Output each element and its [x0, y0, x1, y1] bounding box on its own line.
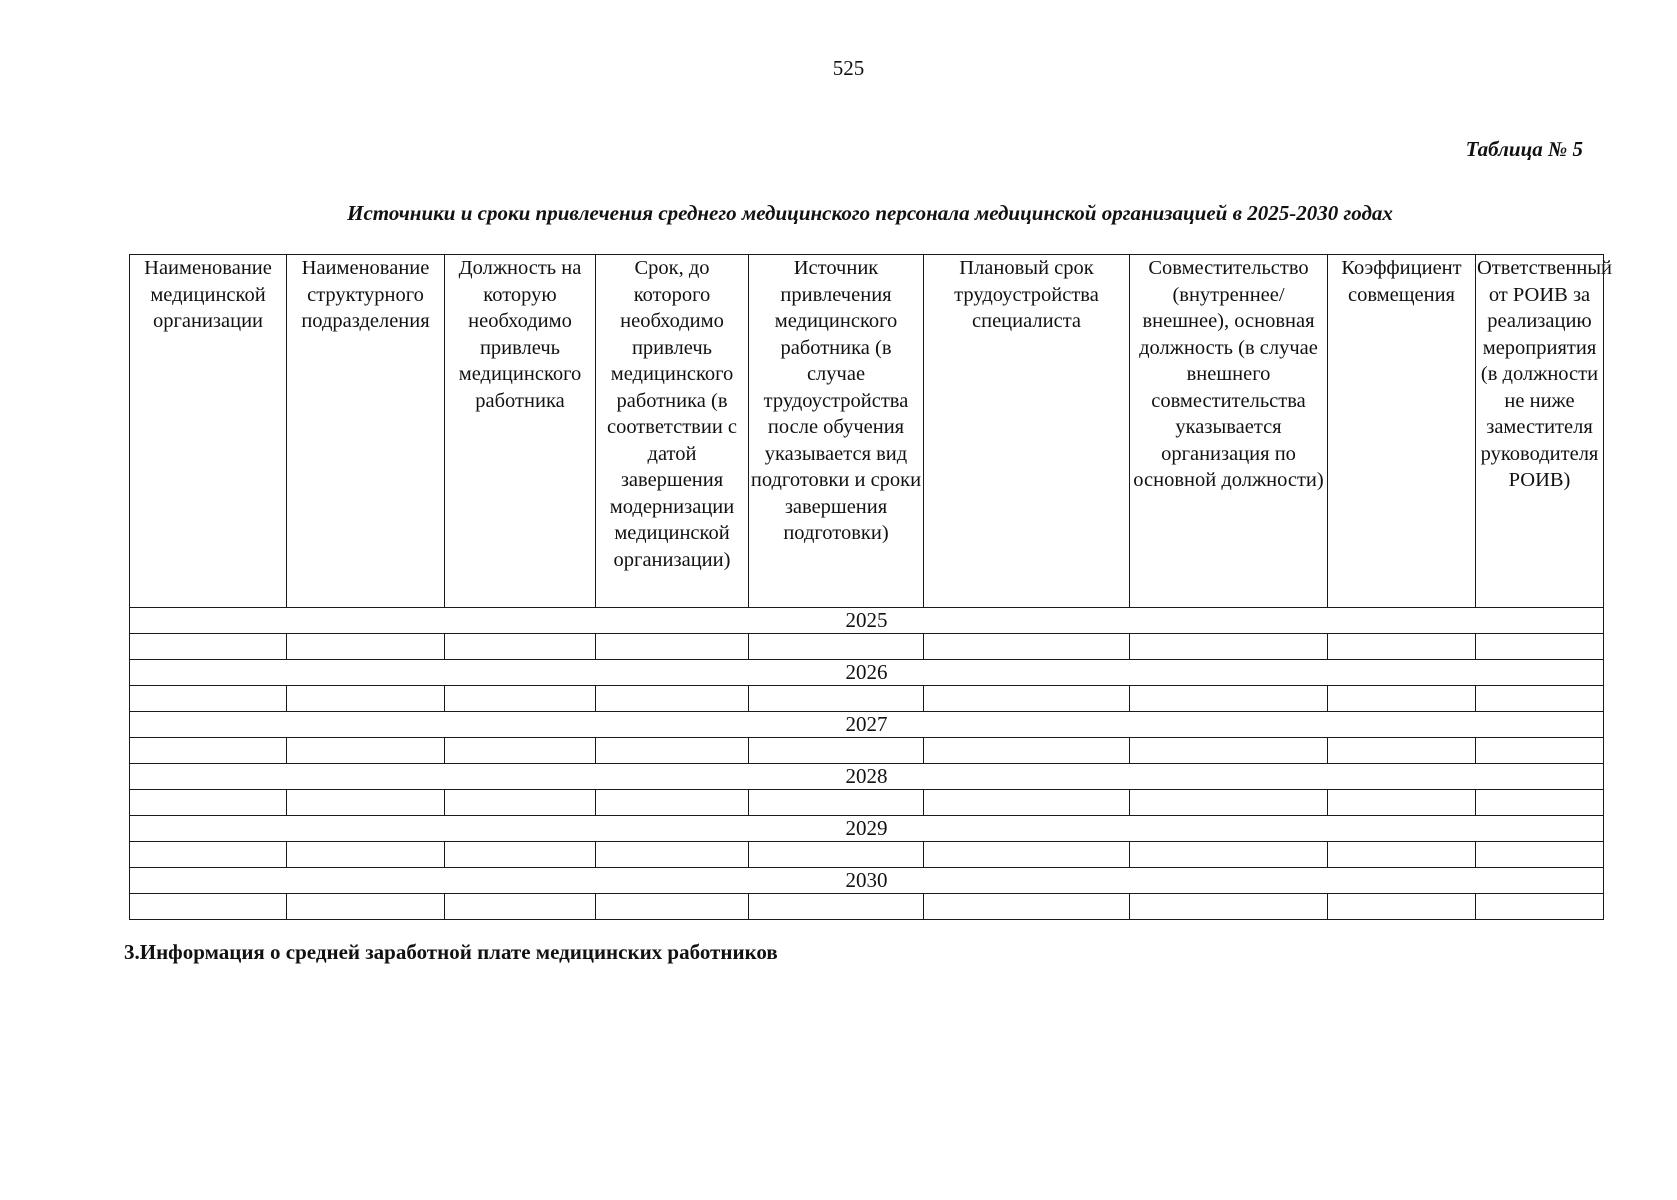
table-cell — [596, 894, 749, 920]
table-row — [130, 790, 1604, 816]
column-header: Наименование медицинской организации — [130, 255, 287, 608]
column-header: Источник привлечения медицинского работника (в случае трудоустройства после обучения указывается вид подготовки и сроки завершения подготовки) — [749, 255, 924, 608]
year-row — [130, 868, 1604, 894]
year-row — [130, 816, 1604, 842]
table-row — [130, 842, 1604, 868]
table-cell — [1328, 790, 1476, 816]
page-number: 525 — [832, 56, 865, 80]
table-cell — [445, 738, 596, 764]
year-label: 2027 — [130, 712, 1604, 738]
table-cell — [596, 842, 749, 868]
table-cell — [749, 894, 924, 920]
table-cell — [1328, 894, 1476, 920]
table-cell — [924, 894, 1130, 920]
column-header: Совместительство (внутреннее/внешнее), основная должность (в случае внешнего совместительства указывается организация по основной должности) — [1130, 255, 1328, 608]
table-row — [130, 894, 1604, 920]
table-cell — [287, 634, 445, 660]
table-cell — [130, 842, 287, 868]
header-row — [130, 255, 1604, 608]
table-cell — [1476, 738, 1604, 764]
table-label: Таблица № 5 — [1465, 137, 1583, 161]
table-cell — [130, 894, 287, 920]
table-cell — [924, 634, 1130, 660]
year-label: 2026 — [130, 660, 1604, 686]
staffing-sources-table — [129, 254, 1613, 920]
column-header: Наименование структурного подразделения — [287, 255, 445, 608]
year-row — [130, 660, 1604, 686]
table-cell — [445, 634, 596, 660]
table-cell — [749, 790, 924, 816]
table-cell — [1328, 738, 1476, 764]
table-cell — [287, 894, 445, 920]
table-cell — [596, 634, 749, 660]
table-cell — [1476, 790, 1604, 816]
year-label: 2029 — [130, 816, 1604, 842]
table-cell — [924, 738, 1130, 764]
table-cell — [130, 790, 287, 816]
table-cell — [287, 842, 445, 868]
table-cell — [1476, 686, 1604, 712]
table-cell — [445, 686, 596, 712]
table-cell — [130, 634, 287, 660]
table-cell — [924, 842, 1130, 868]
table-cell — [130, 738, 287, 764]
table-cell — [1130, 738, 1328, 764]
table-cell — [1130, 686, 1328, 712]
table-cell — [1476, 634, 1604, 660]
table-cell — [749, 842, 924, 868]
table-cell — [445, 894, 596, 920]
year-row — [130, 712, 1604, 738]
table-cell — [130, 686, 287, 712]
year-row — [130, 608, 1604, 634]
table-cell — [749, 686, 924, 712]
table-row — [130, 634, 1604, 660]
table-cell — [749, 738, 924, 764]
table-cell — [749, 634, 924, 660]
column-header: Срок, до которого необходимо привлечь медицинского работника (в соответствии с датой завершения модернизации медицинской организации) — [596, 255, 749, 608]
table-cell — [596, 790, 749, 816]
table-row — [130, 738, 1604, 764]
table-cell — [1328, 634, 1476, 660]
column-header: Должность на которую необходимо привлечь медицинского работника — [445, 255, 596, 608]
table-cell — [287, 738, 445, 764]
table-cell — [1476, 894, 1604, 920]
column-header: Коэффициент совмещения — [1328, 255, 1476, 608]
document-title: Источники и сроки привлечения среднего медицинского персонала медицинской организацией в 2025-2030 годах — [347, 201, 1393, 225]
table-cell — [1476, 842, 1604, 868]
table-cell — [1130, 790, 1328, 816]
column-header: Ответственный от РОИВ за реализацию мероприятия (в должности не ниже заместителя руководителя РОИВ) — [1476, 255, 1604, 608]
year-row — [130, 764, 1604, 790]
table-cell — [287, 686, 445, 712]
table-cell — [1130, 634, 1328, 660]
table-cell — [924, 790, 1130, 816]
table-row — [130, 686, 1604, 712]
table-cell — [596, 686, 749, 712]
year-label: 2028 — [130, 764, 1604, 790]
table-body — [130, 608, 1604, 920]
table-cell — [1328, 686, 1476, 712]
table-cell — [445, 842, 596, 868]
table-cell — [924, 686, 1130, 712]
section-heading: 3.Информация о средней заработной плате медицинских работников — [124, 940, 778, 964]
table-cell — [596, 738, 749, 764]
year-label: 2025 — [130, 608, 1604, 634]
table-cell — [287, 790, 445, 816]
table-cell — [1130, 894, 1328, 920]
table-cell — [445, 790, 596, 816]
year-label: 2030 — [130, 868, 1604, 894]
table-cell — [1130, 842, 1328, 868]
column-header: Плановый срок трудоустройства специалиста — [924, 255, 1130, 608]
table-cell — [1328, 842, 1476, 868]
